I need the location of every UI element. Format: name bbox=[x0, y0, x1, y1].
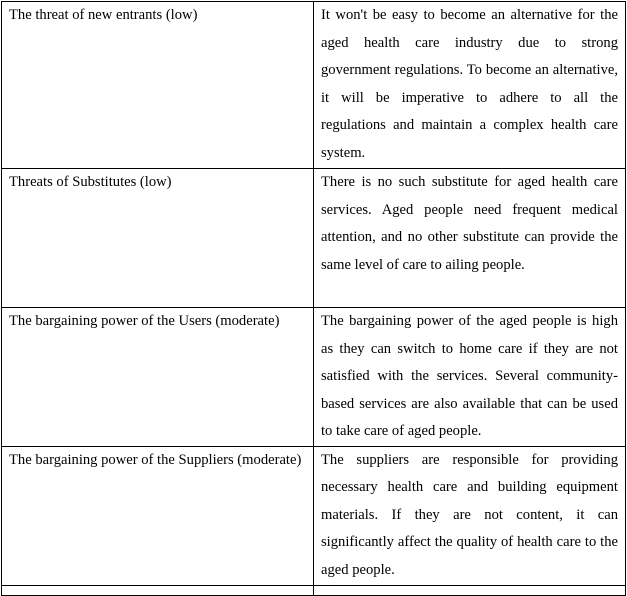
force-label: The bargaining power of the Suppliers (moderate) bbox=[9, 451, 302, 468]
description-cell bbox=[314, 446, 626, 585]
description-cell bbox=[314, 308, 626, 447]
force-label: The bargaining power of the Users (moderate) bbox=[9, 313, 280, 329]
table-row bbox=[2, 169, 626, 308]
force-label: Threats of Substitutes (low) bbox=[9, 174, 172, 190]
force-label: The threat of new entrants (low) bbox=[9, 7, 198, 23]
force-description: The suppliers are responsible for providing necessary health care and building equipment materials. If they are not content, it can significantly affect the quality of health care to the aged people. bbox=[321, 451, 618, 578]
force-description: There is no such substitute for aged health care services. Aged people need frequent medical attention, and no other substitute can provide the same level of care to ailing people. bbox=[321, 174, 618, 273]
description-cell bbox=[314, 169, 626, 308]
force-cell bbox=[2, 2, 314, 169]
table-row bbox=[2, 446, 626, 585]
force-cell bbox=[2, 446, 314, 585]
force-description: The bargaining power of the aged people is high as they can switch to home care if they are not satisfied with the services. Several community-based services are also available that can be used to take care of aged people. bbox=[321, 313, 618, 439]
porter-forces-table bbox=[1, 1, 626, 596]
description-cell bbox=[314, 2, 626, 169]
table-row bbox=[2, 308, 626, 447]
force-description: It won't be easy to become an alternative for the aged health care industry due to strong government regulations. To become an alternative, it will be imperative to adhere to all the regulations and maintain a complex health care system. bbox=[321, 7, 618, 161]
force-cell bbox=[2, 308, 314, 447]
force-cell bbox=[2, 169, 314, 308]
table-row bbox=[2, 2, 626, 169]
